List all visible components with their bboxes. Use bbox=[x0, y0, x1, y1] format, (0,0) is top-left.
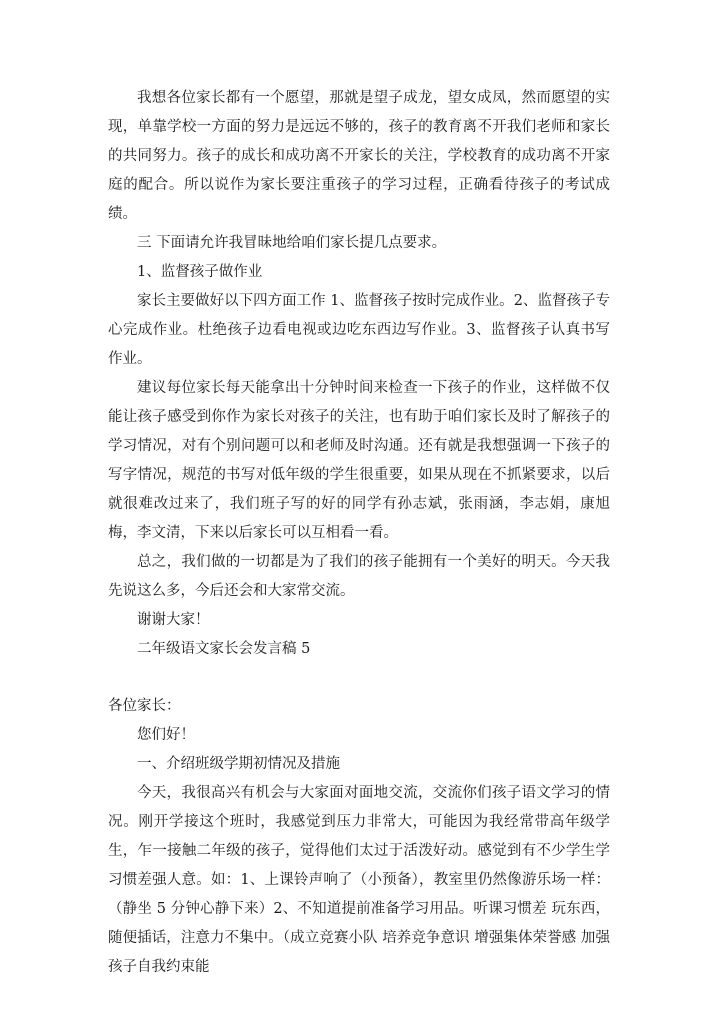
section-title-speech-5: 二年级语文家长会发言稿 5 bbox=[137, 641, 311, 657]
paragraph-salutation: 各位家长： bbox=[108, 698, 181, 714]
paragraph-homework-tasks: 家长主要做好以下四方面工作 1、监督孩子按时完成作业。2、监督孩子专心完成作业。杜绝孩子边看电视或边吃东西边写作业。3、监督孩子认真书写作业。 bbox=[108, 293, 610, 367]
paragraph-today-intro: 今天，我很高兴有机会与大家面对面地交流，交流你们孩子语文学习的情况。刚开学接这个班时，我感觉到压力非常大，可能因为我经常带高年级学生，乍一接触二年级的孩子，觉得他们太过于活泼好动。感觉到有不少学生学习惯差强人意。如：1、上课铃声响了（小预备），教室里仍然像游乐场一样：（静坐 5 分钟心静下来）2、不知道提前准备学习用品。听课习惯差 玩东西，随便插话，注意力不集中。（成立竞赛小队 培养竞争意识 增强集体荣誉感 加强孩子自我约束能 bbox=[108, 785, 610, 975]
paragraph-conclusion: 总之，我们做的一切都是为了我们的孩子能拥有一个美好的明天。今天我先说这么多，今后还会和大家常交流。 bbox=[108, 554, 610, 599]
paragraph-requirements-intro: 三 下面请允许我冒昧地给咱们家长提几点要求。 bbox=[137, 235, 447, 251]
paragraph-homework-heading: 1、监督孩子做作业 bbox=[137, 264, 263, 280]
document-body bbox=[108, 84, 610, 982]
paragraph-daily-check: 建议每位家长每天能拿出十分钟时间来检查一下孩子的作业，这样做不仅能让孩子感受到你作为家长对孩子的关注，也有助于咱们家长及时了解孩子的学习情况，对有个别问题可以和老师及时沟通。还有就是我想强调一下孩子的写字情况，规范的书写对低年级的学生很重要，如果从现在不抓紧要求，以后就很难改过来了，我们班子写的好的同学有孙志斌，张雨涵，李志娟，康旭梅，李文清，下来以后家长可以互相看一看。 bbox=[108, 380, 610, 541]
paragraph-thanks: 谢谢大家！ bbox=[137, 612, 210, 628]
paragraph-section-one-heading: 一、介绍班级学期初情况及措施 bbox=[137, 756, 340, 772]
paragraph-greeting: 您们好！ bbox=[137, 727, 195, 743]
paragraph-parents-wish: 我想各位家长都有一个愿望，那就是望子成龙，望女成凤，然而愿望的实现，单靠学校一方面的努力是远远不够的，孩子的教育离不开我们老师和家长的共同努力。孩子的成长和成功离不开家长的关注，学校教育的成功离不开家庭的配合。所以说作为家长要注重孩子的学习过程，正确看待孩子的考试成绩。 bbox=[108, 90, 610, 222]
